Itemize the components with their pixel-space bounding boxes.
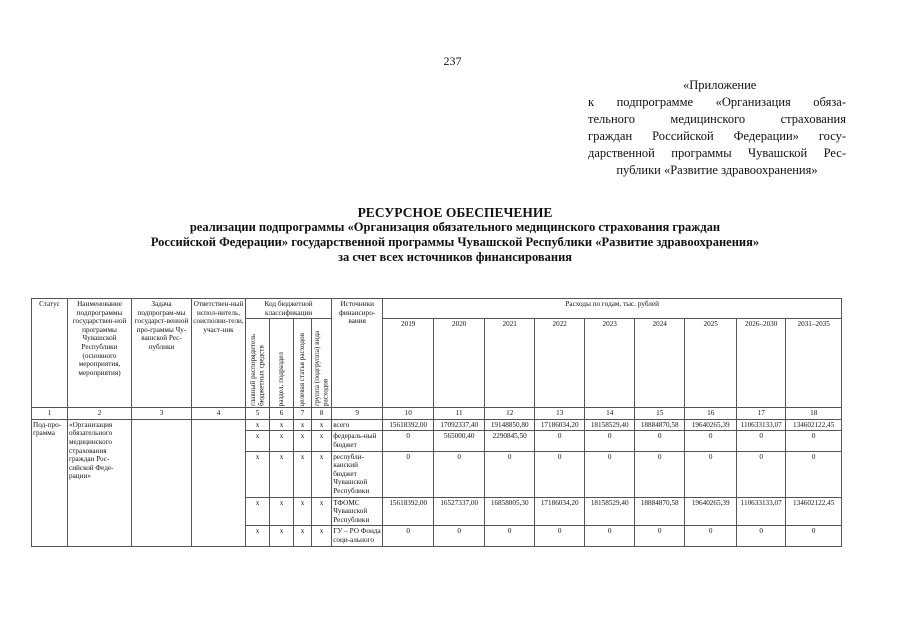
document-title [60,205,850,265]
value-cell: 0 [383,451,434,497]
title-line: реализации подпрограммы «Организация обязательного медицинского страхования граждан [189,220,721,234]
value-cell: 0 [635,526,685,546]
column-number: 2 [68,408,132,420]
appendix-line: граждан Российской Федерации» госу- [588,129,846,143]
value-cell: 18884870,58 [635,419,685,431]
appendix-line: публики «Развитие здравоохранения» [616,163,818,177]
header-status: Статус [32,299,68,408]
source-cell: республи-канский бюджет Чувашской Республики [332,451,383,497]
header-year: 2020 [434,319,485,408]
appendix-line: дарственной программы Чувашской Рес- [588,146,846,160]
value-cell: 0 [434,526,485,546]
title-line: за счет всех источников финансирования [337,250,573,264]
column-number: 4 [192,408,246,420]
value-cell: 17186034,20 [535,419,585,431]
code-cell: x [312,497,332,526]
code-cell: x [294,526,312,546]
value-cell: 17092337,40 [434,419,485,431]
code-cell: x [246,497,270,526]
value-cell: 0 [685,526,737,546]
value-cell: 0 [737,451,786,497]
value-cell: 16527337,00 [434,497,485,526]
value-cell: 0 [535,431,585,451]
resource-table [31,298,842,547]
page-number: 237 [443,54,462,68]
column-number: 1 [32,408,68,420]
column-number: 3 [132,408,192,420]
value-cell: 0 [383,431,434,451]
code-cell: x [312,431,332,451]
code-cell: x [246,451,270,497]
header-bc-target: целевая статья расходов [294,319,312,408]
value-cell: 19640265,39 [685,419,737,431]
value-cell: 134602122,45 [786,497,842,526]
value-cell: 15618392,00 [383,419,434,431]
header-bc-section: раздел, подраздел [270,319,294,408]
table-row [32,419,842,431]
appendix-line: «Приложение [683,78,757,92]
source-cell: всего [332,419,383,431]
value-cell: 19640265,39 [685,497,737,526]
code-cell: x [294,419,312,431]
column-number: 11 [434,408,485,420]
value-cell: 0 [786,451,842,497]
code-cell: x [246,526,270,546]
appendix-line: к подпрограмме «Организация обяза- [588,95,846,109]
header-year: 2031–2035 [786,319,842,408]
code-cell: x [294,497,312,526]
column-number: 18 [786,408,842,420]
value-cell: 0 [786,431,842,451]
column-number-row [32,408,842,420]
title-line: Российской Федерации» государственной программы Чувашской Республики «Развитие здравоохранения» [150,235,760,249]
code-cell: x [270,497,294,526]
column-number: 13 [535,408,585,420]
status-cell: Под-про-грамма [32,419,68,546]
code-cell: x [312,526,332,546]
header-year: 2019 [383,319,434,408]
value-cell: 110633133,07 [737,497,786,526]
value-cell: 0 [535,526,585,546]
value-cell: 0 [585,431,635,451]
value-cell: 0 [685,431,737,451]
code-cell: x [246,431,270,451]
value-cell: 0 [635,431,685,451]
column-number: 12 [485,408,535,420]
value-cell: 0 [485,451,535,497]
column-number: 16 [685,408,737,420]
column-number: 10 [383,408,434,420]
title-heading: РЕСУРСНОЕ ОБЕСПЕЧЕНИЕ [357,205,553,220]
code-cell: x [294,431,312,451]
value-cell: 18884870,58 [635,497,685,526]
header-year: 2021 [485,319,535,408]
value-cell: 0 [585,526,635,546]
value-cell: 19148850,80 [485,419,535,431]
source-cell: ГУ – РО Фонда соци-ального [332,526,383,546]
value-cell: 0 [685,451,737,497]
value-cell: 2290845,50 [485,431,535,451]
value-cell: 17186034,20 [535,497,585,526]
appendix-line: тельного медицинского страхования [588,112,846,126]
column-number: 6 [270,408,294,420]
value-cell: 18158529,40 [585,497,635,526]
code-cell: x [270,431,294,451]
column-number: 8 [312,408,332,420]
column-number: 9 [332,408,383,420]
value-cell: 0 [786,526,842,546]
header-sources: Источники финансиро-вания [332,299,383,408]
header-bc-manager: главный распорядитель бюджетных средств [246,319,270,408]
header-expenses: Расходы по годам, тыс. рублей [383,299,842,319]
value-cell: 0 [737,526,786,546]
column-number: 7 [294,408,312,420]
header-name: Наименование подпрограммы государствен-ной программы Чувашской Республики (основного мероприятия, мероприятия) [68,299,132,408]
header-year: 2025 [685,319,737,408]
header-year: 2023 [585,319,635,408]
code-cell: x [270,419,294,431]
code-cell: x [294,451,312,497]
value-cell: 18158529,40 [585,419,635,431]
header-year: 2026–2030 [737,319,786,408]
column-number: 14 [585,408,635,420]
header-year: 2024 [635,319,685,408]
value-cell: 0 [383,526,434,546]
value-cell: 134602122,45 [786,419,842,431]
header-row [32,299,842,319]
program-name-cell: «Организация обязательного медицинского страхования граждан Рос-сийской Феде-рации» [68,419,132,546]
value-cell: 0 [485,526,535,546]
value-cell: 0 [585,451,635,497]
value-cell: 110633133,07 [737,419,786,431]
code-cell: x [312,419,332,431]
value-cell: 0 [737,431,786,451]
code-cell: x [312,451,332,497]
value-cell: 0 [535,451,585,497]
column-number: 17 [737,408,786,420]
value-cell: 0 [434,451,485,497]
header-task: Задача подпрограм-мы государст-венной про-граммы Чу-вашской Рес-публики [132,299,192,408]
value-cell: 16858005,30 [485,497,535,526]
code-cell: x [270,451,294,497]
value-cell: 0 [635,451,685,497]
header-year: 2022 [535,319,585,408]
source-cell: ТФОМС Чувашской Республики [332,497,383,526]
source-cell: федераль-ный бюджет [332,431,383,451]
value-cell: 15618392,00 [383,497,434,526]
code-cell: x [270,526,294,546]
header-responsible: Ответствен-ный испол-нитель, соисполни-тели, участ-ник [192,299,246,408]
column-number: 5 [246,408,270,420]
value-cell: 565000,40 [434,431,485,451]
column-number: 15 [635,408,685,420]
appendix-note [588,77,846,179]
header-bc-group: группа (подгруппа) вида расходов [312,319,332,408]
header-budget-code: Код бюджетной классификации [246,299,332,319]
task-cell [132,419,192,546]
responsible-cell [192,419,246,546]
code-cell: x [246,419,270,431]
